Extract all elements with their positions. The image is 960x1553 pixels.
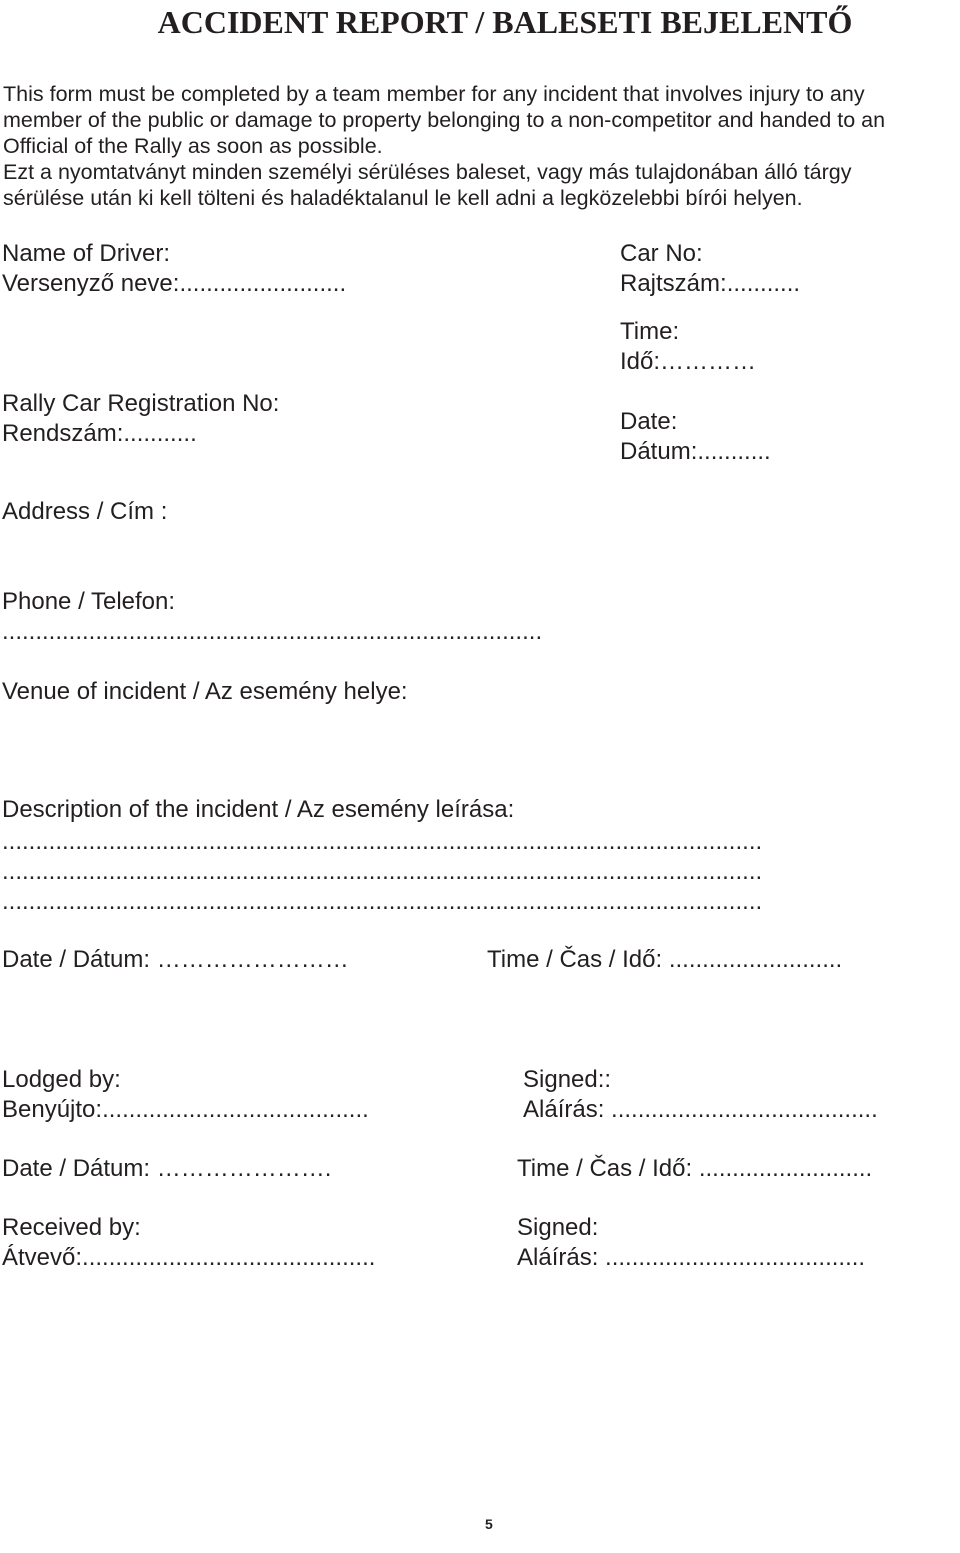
- signed-1-field[interactable]: Aláírás: ........................................: [523, 1096, 878, 1123]
- registration-label-en: Rally Car Registration No:: [2, 390, 280, 417]
- lodged-time-field[interactable]: Time / Čas / Idő: ..........................: [517, 1155, 873, 1182]
- lodged-by-field[interactable]: Benyújto:........................................: [2, 1096, 369, 1123]
- time-label-en: Time:: [620, 318, 680, 345]
- car-no-field[interactable]: Rajtszám:...........: [620, 270, 801, 297]
- address-field[interactable]: Address / Cím :: [2, 498, 168, 525]
- received-by-field[interactable]: Átvevő:............................................: [2, 1244, 376, 1271]
- phone-label: Phone / Telefon:: [2, 588, 176, 615]
- driver-label-en: Name of Driver:: [2, 240, 171, 267]
- description-line-1[interactable]: ..................................................................................................................: [2, 828, 763, 855]
- signed-2-label-en: Signed:: [517, 1214, 599, 1241]
- description-line-3[interactable]: ..................................................................................................................: [2, 888, 763, 915]
- time-field[interactable]: Idő:…………: [620, 348, 757, 375]
- signed-2-field[interactable]: Aláírás: .......................................: [517, 1244, 866, 1271]
- intro-english-line-3: Official of the Rally as soon as possible.: [3, 134, 383, 158]
- page-number: 5: [485, 1516, 493, 1532]
- intro-english-line-1: This form must be completed by a team member for any incident that involves injury to any: [3, 82, 865, 106]
- driver-name-field[interactable]: Versenyző neve:.........................: [2, 270, 347, 297]
- description-label: Description of the incident / Az esemény leírása:: [2, 796, 515, 823]
- signed-1-label-en: Signed::: [523, 1066, 612, 1093]
- incident-date-field[interactable]: Date / Dátum: ……………………: [2, 946, 349, 973]
- incident-time-field[interactable]: Time / Čas / Idő: ..........................: [487, 946, 843, 973]
- lodged-by-label-en: Lodged by:: [2, 1066, 121, 1093]
- received-by-label-en: Received by:: [2, 1214, 141, 1241]
- registration-field[interactable]: Rendszám:...........: [2, 420, 197, 447]
- page-title: ACCIDENT REPORT / BALESETI BEJELENTŐ: [157, 4, 853, 40]
- intro-hungarian-line-2: sérülése után ki kell tölteni és haladéktalanul le kell adni a legközelebbi bírói helyen.: [3, 186, 803, 210]
- date-field[interactable]: Dátum:...........: [620, 438, 771, 465]
- car-no-label-en: Car No:: [620, 240, 703, 267]
- description-line-2[interactable]: ..................................................................................................................: [2, 858, 763, 885]
- intro-hungarian-line-1: Ezt a nyomtatványt minden személyi sérüléses baleset, vagy más tulajdonában álló tárgy: [3, 160, 852, 184]
- intro-english-line-2: member of the public or damage to property belonging to a non-competitor and handed to an: [3, 108, 886, 132]
- lodged-date-field[interactable]: Date / Dátum: ………………….: [2, 1155, 332, 1182]
- venue-field[interactable]: Venue of incident / Az esemény helye:: [2, 678, 408, 705]
- date-label-en: Date:: [620, 408, 678, 435]
- phone-field[interactable]: .................................................................................: [2, 618, 543, 645]
